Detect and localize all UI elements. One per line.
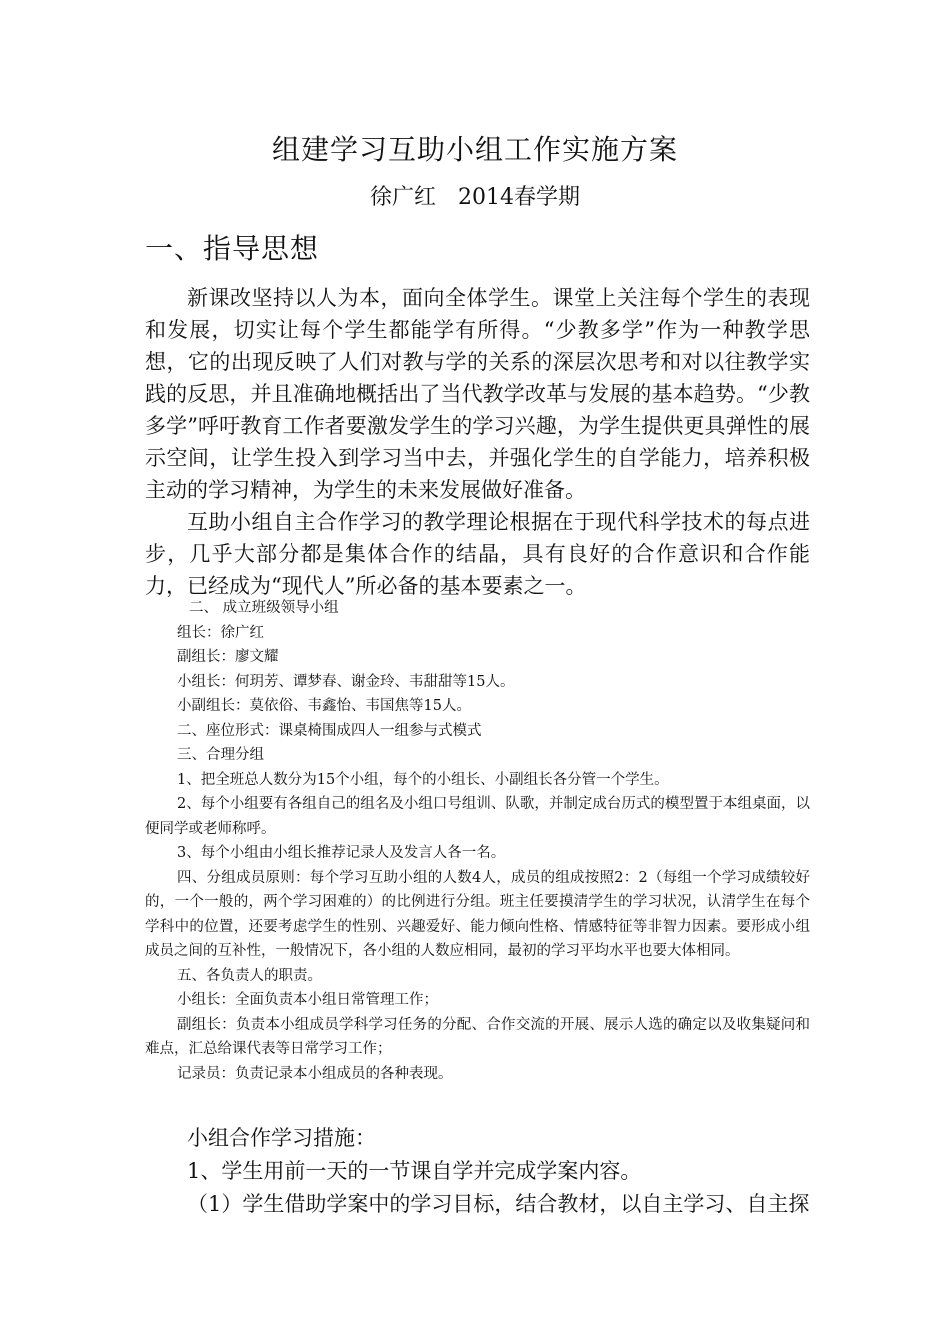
group-leaders-line: 小组长：何玥芳、谭梦春、谢金玲、韦甜甜等15人。 <box>177 673 515 690</box>
section1-body <box>145 282 810 602</box>
section-heading-duties: 五、各负责人的职责。 <box>177 967 322 984</box>
vice-group-leaders-line: 小副组长：莫依俗、韦鑫怡、韦国焦等15人。 <box>177 698 471 714</box>
duty-deputy-leader: 副组长：负责本小组成员学科学习任务的分配、合作交流的开展、展示人选的确定以及收集疑问和难点，汇总给课代表等日常学习工作； <box>145 1016 810 1057</box>
paragraph: 新课改坚持以人为本，面向全体学生。课堂上关注每个学生的表现和发展，切实让每个学生都能学有所得。“少教多学”作为一种教学思想，它的出现反映了人们对教与学的关系的深层次思考和对以往教学实践的反思，并且准确地概括出了当代教学改革与发展的基本趋势。“少教多学”呼吁教育工作者要激发学生的学习兴趣，为学生提供更具弹性的展示空间，让学生投入到学习当中去，并强化学生的自学能力，培养积极主动的学习精神，为学生的未来发展做好准备。 <box>145 286 810 502</box>
grouping-item-3: 3、每个小组由小组长推荐记录人及发言人各一名。 <box>177 845 506 861</box>
grouping-item-2: 2、每个小组要有各组自己的组名及小组口号组训、队歌，并制定成台历式的模型置于本组桌面，以便同学或老师称呼。 <box>145 796 810 837</box>
duty-recorder: 记录员：负责记录本小组成员的各种表现。 <box>177 1065 453 1082</box>
term-label: 2014春学期 <box>458 185 580 210</box>
paragraph: 互助小组自主合作学习的教学理论根据在于现代科学技术的每点进步，几乎大部分都是集体合作的结晶，具有良好的合作意识和合作能力，已经成为“现代人”所必备的基本要素之一。 <box>145 510 810 598</box>
seating-line: 二、座位形式：课桌椅围成四人一组参与式模式 <box>177 722 482 739</box>
deputy-leader-line: 副组长：廖文耀 <box>177 649 279 665</box>
duty-group-leader: 小组长：全面负责本小组日常管理工作； <box>177 992 438 1008</box>
measures-block <box>145 1122 810 1221</box>
measures-heading: 小组合作学习措施： <box>187 1126 376 1150</box>
grouping-principles: 四、分组成员原则：每个学习互助小组的人数4人，成员的组成按照2：2（每组一个学习成绩较好的，一个一般的，两个学习困难的）的比例进行分组。班主任要摸清学生的学习状况，认清学生在每个学科中的位置，还要考虑学生的性别、兴趣爱好、能力倾向性格、情感特征等非智力因素。要形成小组成员之间的互补性，一般情况下，各小组的人数应相同，最初的学习平均水平也要大体相同。 <box>145 869 810 959</box>
section-heading-leadership: 二、 成立班级领导小组 <box>189 600 339 616</box>
section-heading-grouping: 三、合理分组 <box>177 747 264 763</box>
measures-item-1: 1、学生用前一天的一节课自学并完成学案内容。 <box>187 1159 642 1183</box>
document-subtitle <box>0 182 950 214</box>
author-name: 徐广红 <box>369 185 436 210</box>
section-heading-guiding-ideology: 一、指导思想 <box>145 232 320 265</box>
grouping-item-1: 1、把全班总人数分为15个小组，每个的小组长、小副组长各分管一个学生。 <box>177 771 669 788</box>
small-text-block <box>145 596 810 1086</box>
leader-line: 组长：徐广红 <box>177 624 264 641</box>
document-title: 组建学习互助小组工作实施方案 <box>271 133 678 166</box>
measures-item-1-sub: （1）学生借助学案中的学习目标，结合教材，以自主学习、自主探 <box>187 1192 810 1216</box>
